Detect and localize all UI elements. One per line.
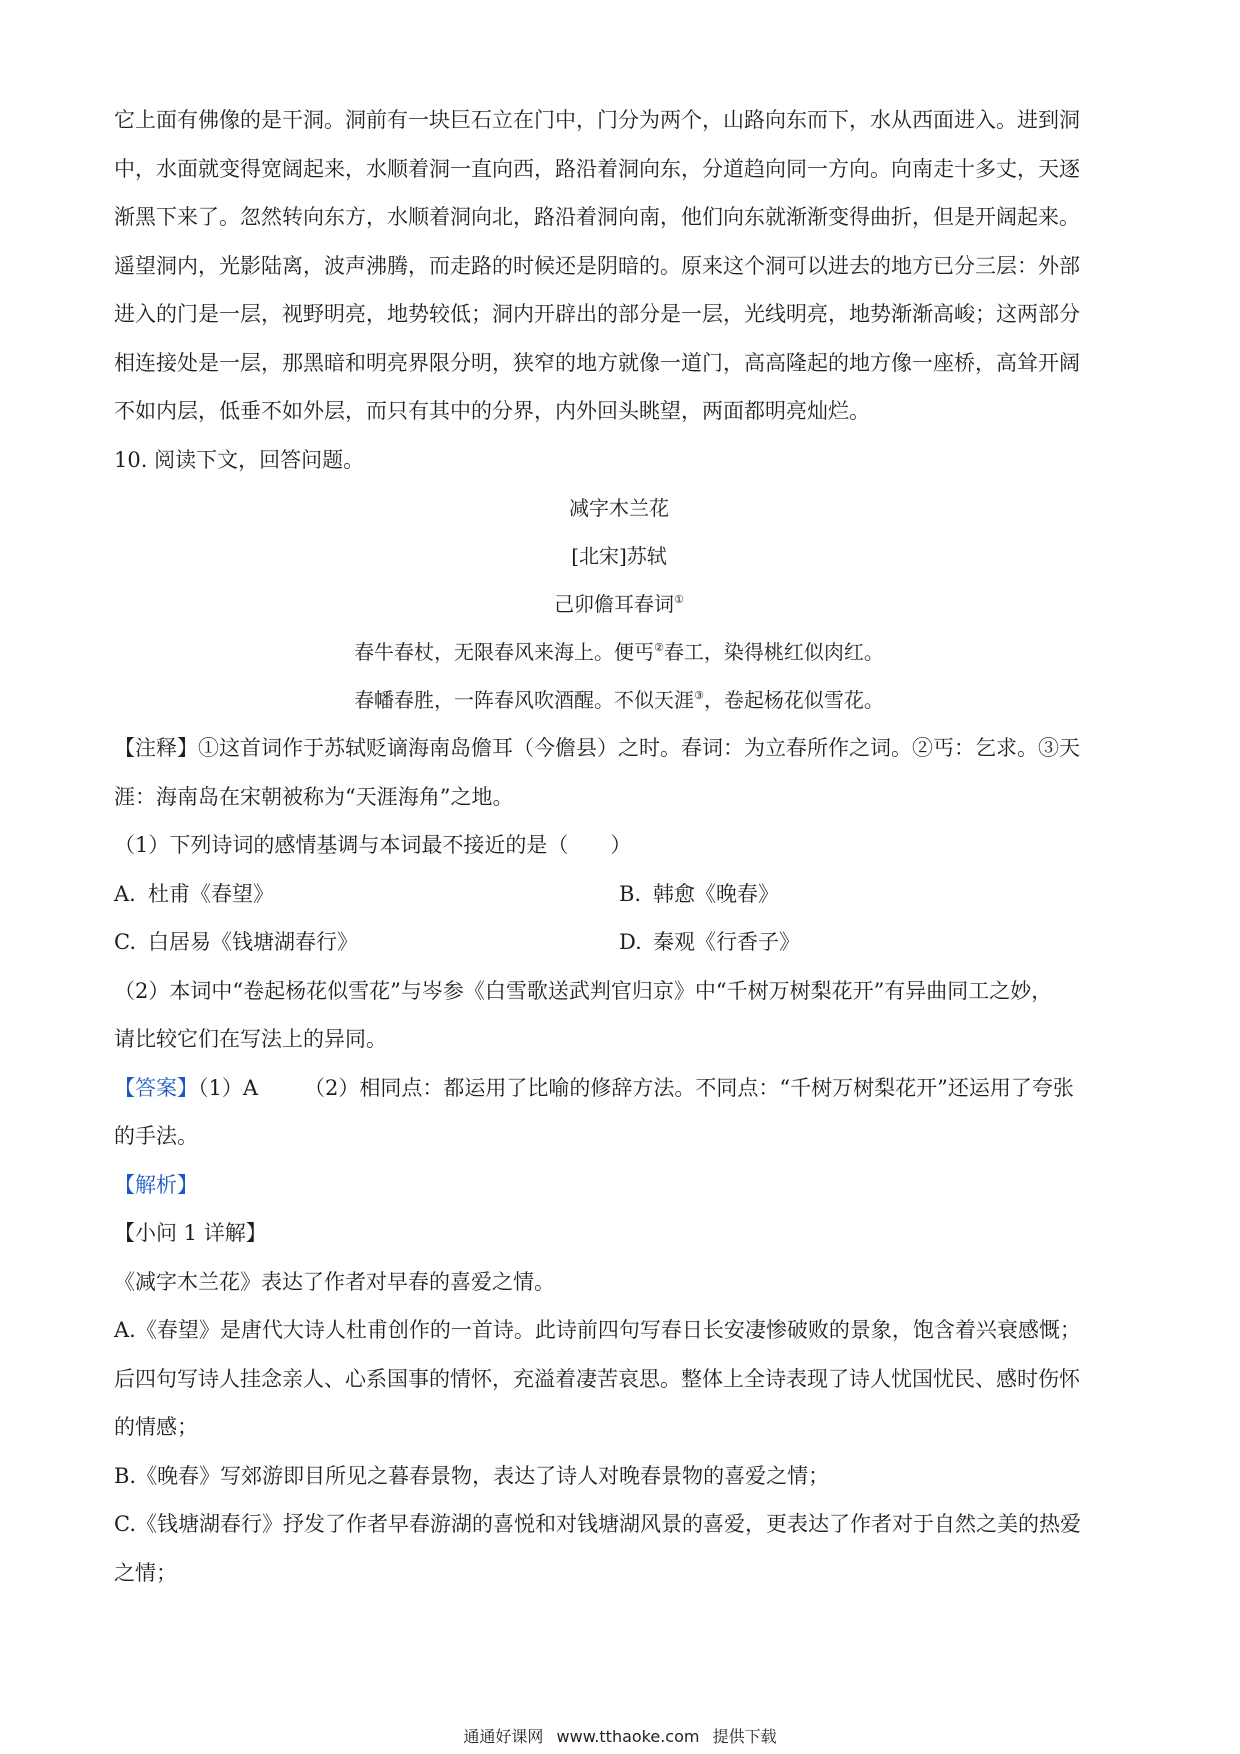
analysis-line: 之情； (114, 1560, 177, 1585)
answer-line: 的手法。 (114, 1124, 198, 1148)
poem-line (114, 628, 1124, 676)
annotation-notes (114, 724, 1124, 821)
option-letter: B. (619, 881, 642, 906)
passage-line: 渐黑下来了。忽然转向东方，水顺着洞向北，路沿着洞向南，他们向东就渐渐变得曲折，但是开阔起来。 (114, 205, 1080, 229)
option-text: 杜甫《春望》 (148, 881, 274, 906)
answer-part-1: （1）A (198, 1075, 259, 1100)
footnote-marker: ① (674, 593, 684, 606)
notes-line: 【注释】①这首词作于苏轼贬谪海南岛儋耳（今儋县）之时。春词：为立春所作之词。②丐：乞求。③天 (114, 736, 1080, 760)
sub-question-1: （1）下列诗词的感情基调与本词最不接近的是（ ） (114, 833, 632, 857)
option-text: 秦观《行香子》 (653, 930, 800, 954)
answer-block (114, 1064, 1124, 1161)
answer-part-2: （2）相同点：都运用了比喻的修辞方法。不同点：“千树万树梨花开”还运用了夸张 (304, 1075, 1074, 1100)
page-footer (0, 1724, 1240, 1747)
analysis-line: C.《钱塘湖春行》抒发了作者早春游湖的喜悦和对钱塘湖风景的喜爱，更表达了作者对于自然之美的热爱 (114, 1512, 1081, 1536)
analysis-line: 的情感； (114, 1415, 198, 1439)
option-a (114, 870, 619, 919)
question-heading: 10. 阅读下文，回答问题。 (114, 447, 365, 472)
footer-url[interactable]: www.tthaoke.com (556, 1727, 700, 1746)
passage-line: 中，水面就变得宽阔起来，水顺着洞一直向西，路沿着洞向东，分道趋向同一方向。向南走十多丈，天逐 (114, 156, 1080, 181)
analysis-line: 《减字木兰花》表达了作者对早春的喜爱之情。 (114, 1269, 555, 1294)
analysis-sub-heading: 【小问 1 详解】 (114, 1221, 267, 1245)
footnote-marker: ③ (694, 689, 704, 702)
footer-site-name: 通通好课网 (463, 1727, 544, 1746)
sub-question-2 (114, 967, 1124, 1064)
poem-author: [北宋]苏轼 (571, 544, 667, 568)
footnote-marker: ② (654, 641, 664, 654)
analysis-line: 后四句写诗人挂念亲人、心系国事的情怀，充溢着凄苦哀思。整体上全诗表现了诗人忧国忧民、感时伤怀 (114, 1366, 1080, 1391)
translation-passage (114, 96, 1124, 436)
option-letter: A. (114, 881, 136, 906)
option-b (619, 870, 1124, 919)
passage-line: 不如内层，低垂不如外层，而只有其中的分界，内外回头眺望，两面都明亮灿烂。 (114, 399, 870, 423)
answer-options (114, 870, 1124, 967)
option-d (619, 918, 1124, 967)
option-c (114, 918, 619, 967)
passage-line: 相连接处是一层，那黑暗和明亮界限分明，狭窄的地方就像一道门，高高隆起的地方像一座桥，高耸开阔 (114, 350, 1080, 375)
poem-line-text: 春幡春胜，一阵春风吹酒醒。不似天涯 (354, 688, 695, 712)
poem-title: 减字木兰花 (569, 496, 669, 520)
answer-label: 【答案】 (114, 1075, 198, 1100)
poem-line (114, 676, 1124, 724)
sub-question-2-line: 请比较它们在写法上的异同。 (114, 1027, 387, 1051)
passage-line: 它上面有佛像的是干洞。洞前有一块巨石立在门中，门分为两个，山路向东而下，水从西面进入。进到洞 (114, 108, 1080, 132)
poem-line-text: 春牛春杖，无限春风来海上。便丐 (354, 640, 655, 664)
page-content (114, 96, 1124, 1597)
poem-subtitle (114, 580, 1124, 628)
analysis-label: 【解析】 (114, 1172, 198, 1197)
poem-line-text: 春工，染得桃红似肉红。 (663, 640, 884, 664)
analysis-line: A.《春望》是唐代大诗人杜甫创作的一首诗。此诗前四句写春日长安凄惨破败的景象，饱含着兴衰感慨； (114, 1318, 1081, 1342)
passage-line: 进入的门是一层，视野明亮，地势较低；洞内开辟出的部分是一层，光线明亮，地势渐渐高峻；这两部分 (114, 302, 1080, 326)
option-text: 韩愈《晚春》 (653, 881, 779, 906)
poem-subtitle-text: 己卯儋耳春词 (554, 592, 675, 616)
passage-line: 遥望洞内，光影陆离，波声沸腾，而走路的时候还是阴暗的。原来这个洞可以进去的地方已分三层：外部 (114, 253, 1080, 278)
option-letter: C. (114, 930, 136, 954)
sub-question-2-line: （2）本词中“卷起杨花似雪花”与岑参《白雪歌送武判官归京》中“千树万树梨花开”有异曲同工之妙， (114, 978, 1053, 1003)
analysis-block (114, 1161, 1124, 1598)
notes-line: 涯：海南岛在宋朝被称为“天涯海角”之地。 (114, 784, 514, 809)
footer-tail: 提供下载 (712, 1727, 777, 1746)
option-letter: D. (619, 930, 642, 954)
poem-line-text: ，卷起杨花似雪花。 (703, 688, 884, 712)
analysis-line: B.《晚春》写郊游即目所见之暮春景物，表达了诗人对晚春景物的喜爱之情； (114, 1463, 830, 1488)
answer-line (114, 1064, 1124, 1113)
option-text: 白居易《钱塘湖春行》 (148, 930, 358, 954)
poem-block (114, 484, 1124, 724)
